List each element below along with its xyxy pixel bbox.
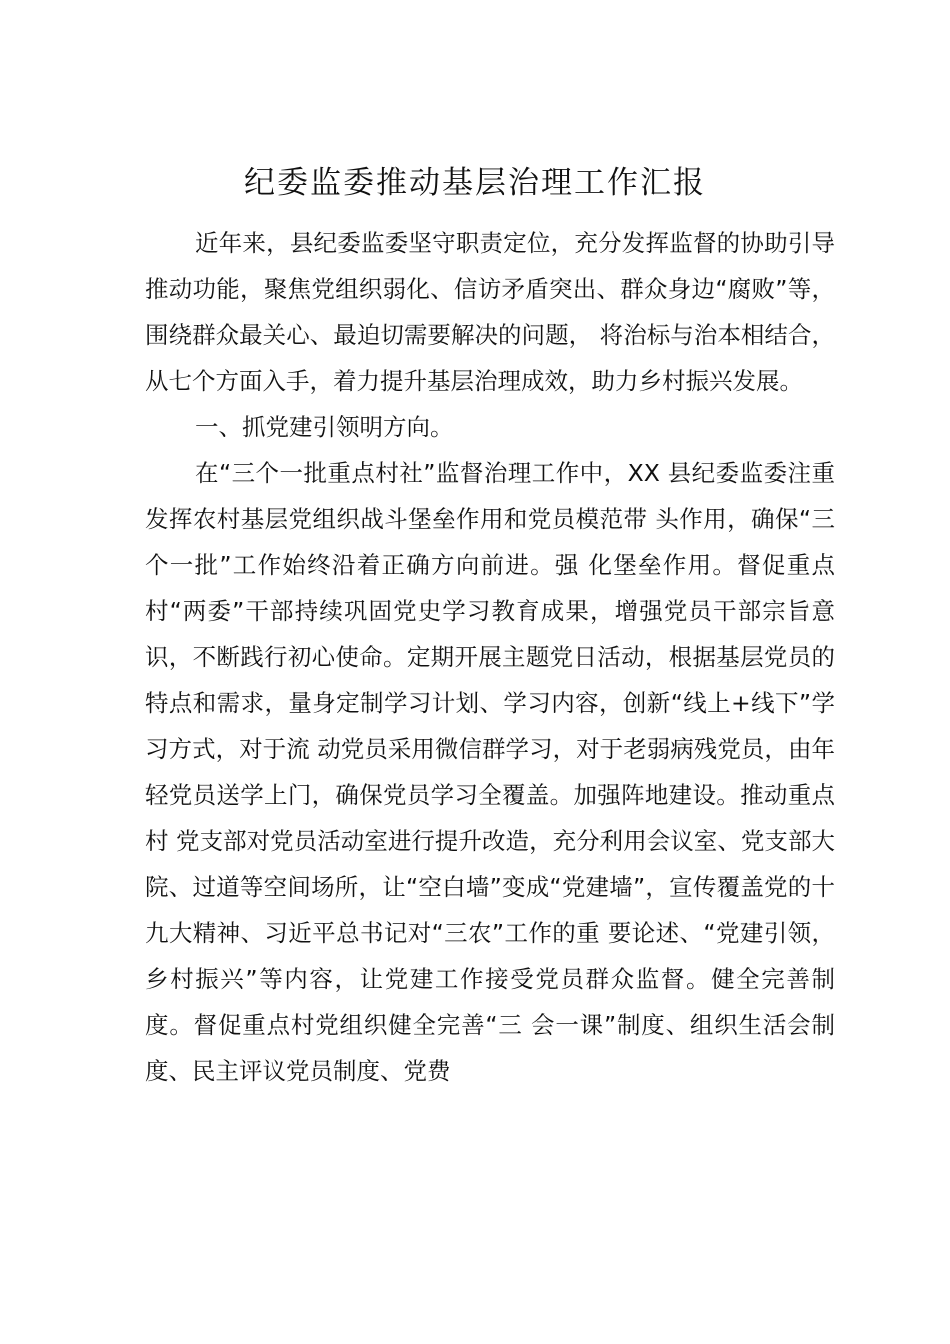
body-paragraph: 在“三个一批重点村社”监督治理工作中，XX 县纪委监委注重发挥农村基层党组织战斗堡垒作用和党员模范带 头作用，确保“三个一批”工作始终沿着正确方向前进。强 化堡垒作用。督促重点村“两委”干部持续巩固党史学习教育成果，增强党员干部宗旨意识，不断践行初心使命。定期开展主题党日活动，根据基层党员的特点和需求，量身定制学习计划、学习内容，创新“线上+线下”学习方式，对于流 动党员采用微信群学习，对于老弱病残党员，由年轻党员送学上门，确保党员学习全覆盖。加强阵地建设。推动重点村 党支部对党员活动室进行提升改造，充分利用会议室、党支部大院、过道等空间场所，让“空白墙”变成“党建墙”，宣传覆盖党的十九大精神、习近平总书记对“三农”工作的重 要论述、“党建引领，乡村振兴”等内容，让党建工作接受党员群众监督。健全完善制度。督促重点村党组织健全完善“三 会一课”制度、组织生活会制度、民主评议党员制度、党费 xyxy=(145,459,835,1085)
section-heading: 一、抓党建引领明方向。 xyxy=(195,413,454,441)
intro-paragraph: 近年来，县纪委监委坚守职责定位，充分发挥监督的协助引导推动功能，聚焦党组织弱化、信访矛盾突出、群众身边“腐败”等，围绕群众最关心、最迫切需要解决的问题， 将治标与治本相结合，从七个方面入手，着力提升基层治理成效，助力乡村振兴发展。 xyxy=(145,229,835,395)
document-title: 纪委监委推动基层治理工作汇报 xyxy=(244,165,706,201)
document-body xyxy=(145,220,835,1094)
